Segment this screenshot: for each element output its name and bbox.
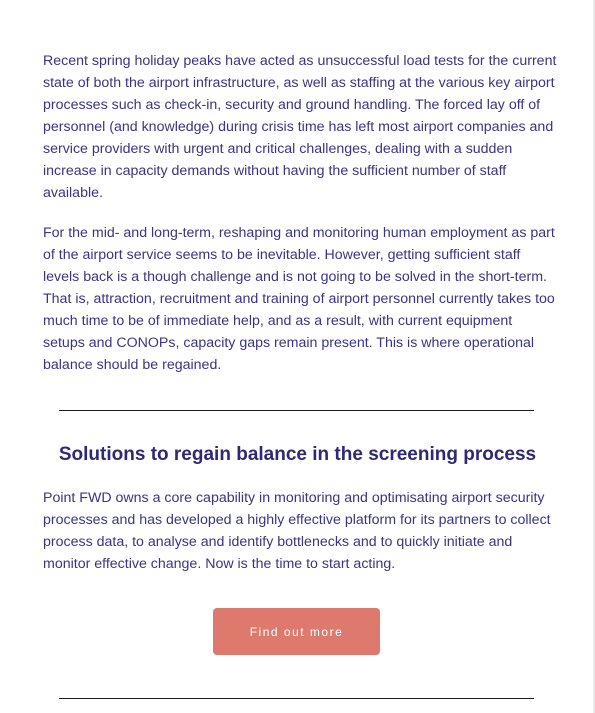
find-out-more-button[interactable]: Find out more	[213, 608, 380, 655]
intro-section	[43, 50, 557, 376]
solutions-paragraph: Point FWD owns a core capability in monitoring and optimisating airport security processes and has developed a highly effective platform for its partners to collect process data, to analyse and identify bottlenecks and to quickly initiate and monitor effective change. Now is the time to start acting.	[43, 490, 551, 572]
solutions-section	[43, 487, 557, 575]
bottom-divider	[59, 698, 534, 699]
intro-paragraph-2: For the mid- and long-term, reshaping and monitoring human employment as part of the airport service seems to be inevitable. However, getting sufficient staff levels back is a though challenge and is not going to be solved in the short-term. That is, attraction, recruitment and training of airport personnel currently takes too much time to be of immediate help, and as a result, with current equipment setups and CONOPs, capacity gaps remain present. This is where operational balance should be regained.	[43, 225, 555, 373]
section-divider	[59, 410, 534, 411]
solutions-heading: Solutions to regain balance in the screening process	[58, 444, 537, 465]
intro-paragraph-1: Recent spring holiday peaks have acted as unsuccessful load tests for the current state of both the airport infrastructure, as well as staffing at the various key airport processes such as check-in, security and ground handling. The forced lay off of personnel (and knowledge) during crisis time has left most airport companies and service providers with urgent and critical challenges, dealing with a sudden increase in capacity demands without having the sufficient number of staff available.	[43, 53, 557, 201]
